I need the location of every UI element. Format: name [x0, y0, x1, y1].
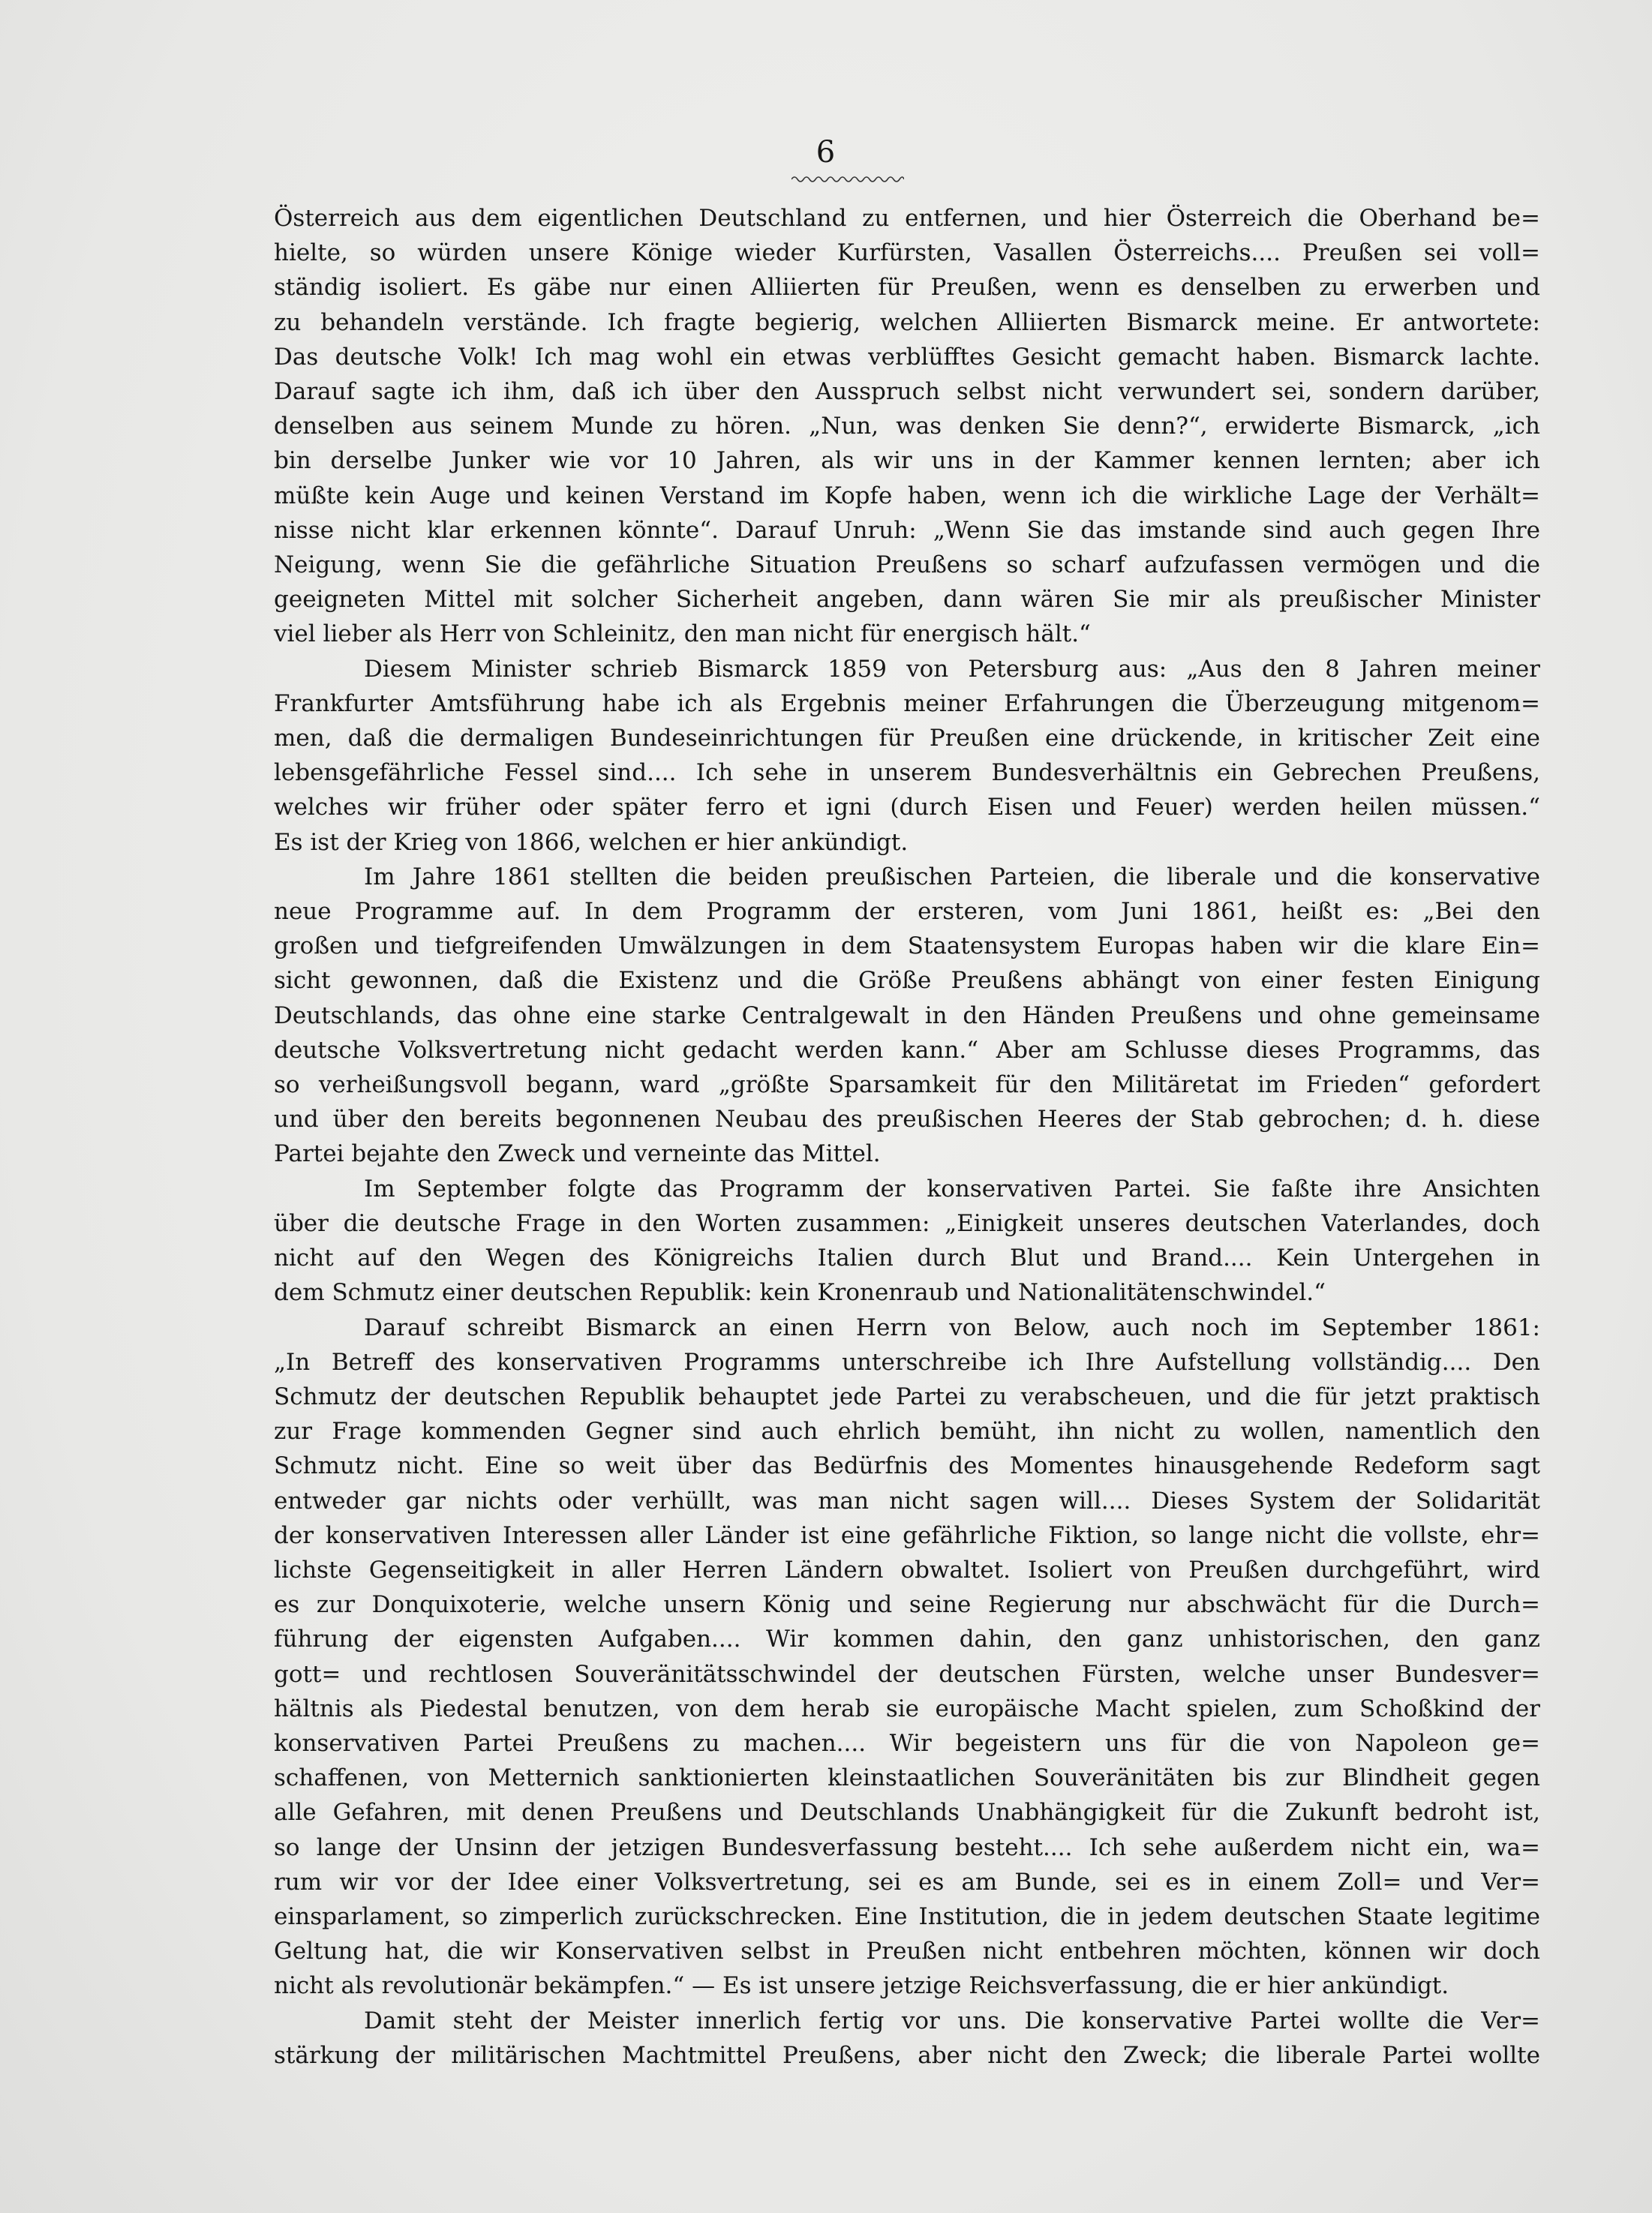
paragraph: [274, 860, 1540, 1172]
text-line: „In Betreff des konservativen Programms unterschreibe ich Ihre Aufstellung vollständig.... Den: [274, 1348, 1540, 1376]
body-text: [274, 201, 1540, 2073]
text-line: Schmutz nicht. Eine so weit über das Bedürfnis des Momentes hinausgehende Redeform sagt: [274, 1452, 1540, 1480]
text-line: nisse nicht klar erkennen könnte“. Darauf Unruh: „Wenn Sie das imstande sind auch gegen Ihre: [274, 516, 1540, 544]
text-line: großen und tiefgreifenden Umwälzungen in dem Staatensystem Europas haben wir die klare Ein=: [274, 932, 1540, 960]
text-line: konservativen Partei Preußens zu machen.... Wir begeistern uns für die von Napoleon ge=: [274, 1729, 1540, 1757]
text-line: Österreich aus dem eigentlichen Deutschland zu entfernen, und hier Österreich die Oberhand be=: [274, 205, 1540, 232]
text-line: zur Frage kommenden Gegner sind auch ehrlich bemüht, ihn nicht zu wollen, namentlich den: [274, 1418, 1540, 1446]
wavy-rule-ornament: [791, 174, 904, 185]
paragraph: [274, 201, 1540, 652]
text-line: viel lieber als Herr von Schleinitz, den man nicht für energisch hält.“: [274, 620, 1091, 648]
text-line: bin derselbe Junker wie vor 10 Jahren, als wir uns in der Kammer kennen lernten; aber ich: [274, 447, 1540, 475]
text-line: ständig isoliert. Es gäbe nur einen Alliierten für Preußen, wenn es denselben zu erwerben und: [274, 274, 1540, 302]
text-line: neue Programme auf. In dem Programm der ersteren, vom Juni 1861, heißt es: „Bei den: [274, 898, 1540, 926]
text-line: hielte, so würden unsere Könige wieder Kurfürsten, Vasallen Österreichs.... Preußen sei voll=: [274, 239, 1540, 267]
text-line: Das deutsche Volk! Ich mag wohl ein etwas verblüfftes Gesicht gemacht haben. Bismarck lachte.: [274, 343, 1540, 371]
text-line: Es ist der Krieg von 1866, welchen er hier ankündigt.: [274, 828, 909, 856]
text-line: Geltung hat, die wir Konservativen selbst in Preußen nicht entbehren möchten, können wir doch: [274, 1938, 1540, 1965]
paragraph: [274, 652, 1540, 860]
text-line: hältnis als Piedestal benutzen, von dem herab sie europäische Macht spielen, zum Schoßkind der: [274, 1695, 1540, 1722]
text-line: Deutschlands, das ohne eine starke Centralgewalt in den Händen Preußens und ohne gemeinsame: [274, 1001, 1540, 1029]
text-line: müßte kein Auge und keinen Verstand im Kopfe haben, wenn ich die wirkliche Lage der Verhält=: [274, 482, 1540, 509]
text-line: rum wir vor der Idee einer Volksvertretung, sei es am Bunde, sei es in einem Zoll= und Ver=: [274, 1868, 1540, 1896]
text-line: Darauf schreibt Bismarck an einen Herrn von Below, auch noch im September 1861:: [364, 1314, 1540, 1341]
text-line: Im September folgte das Programm der konservativen Partei. Sie faßte ihre Ansichten: [364, 1175, 1540, 1203]
text-line: so verheißungsvoll begann, ward „größte Sparsamkeit für den Militäretat im Frieden“ gefordert: [274, 1071, 1540, 1099]
text-line: schaffenen, von Metternich sanktionierten kleinstaatlichen Souveränitäten bis zur Blindheit gegen: [274, 1764, 1540, 1792]
text-line: entweder gar nichts oder verhüllt, was man nicht sagen will.... Dieses System der Solidarität: [274, 1487, 1540, 1515]
page-number: 6: [815, 135, 837, 170]
text-line: über die deutsche Frage in den Worten zusammen: „Einigkeit unseres deutschen Vaterlandes, doch: [274, 1209, 1540, 1237]
text-line: nicht als revolutionär bekämpfen.“ — Es ist unsere jetzige Reichsverfassung, die er hier ankündigt.: [274, 1972, 1449, 2000]
text-line: Schmutz der deutschen Republik behauptet jede Partei zu verabscheuen, und die für jetzt praktisch: [274, 1383, 1540, 1410]
text-line: deutsche Volksvertretung nicht gedacht werden kann.“ Aber am Schlusse dieses Programms, das: [274, 1036, 1540, 1064]
text-line: einsparlament, so zimperlich zurückschrecken. Eine Institution, die in jedem deutschen Staate legitime: [274, 1902, 1540, 1930]
text-line: Diesem Minister schrieb Bismarck 1859 von Petersburg aus: „Aus den 8 Jahren meiner: [364, 655, 1540, 683]
text-line: Frankfurter Amtsführung habe ich als Ergebnis meiner Erfahrungen die Überzeugung mitgenom=: [274, 689, 1540, 717]
text-line: Damit steht der Meister innerlich fertig vor uns. Die konservative Partei wollte die Ver=: [364, 2007, 1540, 2034]
text-line: alle Gefahren, mit denen Preußens und Deutschlands Unabhängigkeit für die Zukunft bedroht ist,: [274, 1799, 1540, 1827]
paragraph: [274, 1311, 1540, 2004]
text-line: so lange der Unsinn der jetzigen Bundesverfassung besteht.... Ich sehe außerdem nicht ein, wa=: [274, 1833, 1540, 1861]
text-line: denselben aus seinem Munde zu hören. „Nun, was denken Sie denn?“, erwiderte Bismarck, „ich: [274, 413, 1540, 440]
text-line: welches wir früher oder später ferro et igni (durch Eisen und Feuer) werden heilen müssen.“: [274, 794, 1540, 821]
text-line: es zur Donquixoterie, welche unsern König und seine Regierung nur abschwächt für die Durch=: [274, 1591, 1540, 1619]
paragraph: [274, 2004, 1540, 2073]
text-line: geeigneten Mittel mit solcher Sicherheit angeben, dann wären Sie mir als preußischer Minister: [274, 586, 1540, 614]
text-line: führung der eigensten Aufgaben.... Wir kommen dahin, den ganz unhistorischen, den ganz: [274, 1626, 1540, 1653]
text-line: Neigung, wenn Sie die gefährliche Situation Preußens so scharf aufzufassen vermögen und die: [274, 551, 1540, 579]
text-line: der konservativen Interessen aller Länder ist eine gefährliche Fiktion, so lange nicht die vollste, ehr=: [274, 1521, 1540, 1549]
text-line: stärkung der militärischen Machtmittel Preußens, aber nicht den Zweck; die liberale Partei wollte: [274, 2041, 1540, 2069]
text-line: zu behandeln verstände. Ich fragte begierig, welchen Alliierten Bismarck meine. Er antwortete:: [274, 308, 1540, 336]
paragraph: [274, 1172, 1540, 1311]
text-line: Darauf sagte ich ihm, daß ich über den Ausspruch selbst nicht verwundert sei, sondern darüber,: [274, 378, 1540, 406]
text-line: men, daß die dermaligen Bundeseinrichtungen für Preußen eine drückende, in kritischer Zeit eine: [274, 725, 1540, 752]
text-line: dem Schmutz einer deutschen Republik: kein Kronenraub und Nationalitätenschwindel.“: [274, 1279, 1326, 1307]
text-line: gott= und rechtlosen Souveränitätsschwindel der deutschen Fürsten, welche unser Bundesver=: [274, 1660, 1540, 1688]
text-line: nicht auf den Wegen des Königreichs Italien durch Blut und Brand.... Kein Untergehen in: [274, 1245, 1540, 1272]
text-line: lichste Gegenseitigkeit in aller Herren Ländern obwaltet. Isoliert von Preußen durchgeführt, wird: [274, 1556, 1540, 1584]
text-line: lebensgefährliche Fessel sind.... Ich sehe in unserem Bundesverhältnis ein Gebrechen Preußens,: [274, 759, 1540, 787]
text-line: Im Jahre 1861 stellten die beiden preußischen Parteien, die liberale und die konservative: [364, 863, 1540, 890]
text-line: sicht gewonnen, daß die Existenz und die Größe Preußens abhängt von einer festen Einigung: [274, 967, 1540, 995]
text-line: Partei bejahte den Zweck und verneinte das Mittel.: [274, 1140, 881, 1168]
text-line: und über den bereits begonnenen Neubau des preußischen Heeres der Stab gebrochen; d. h. diese: [274, 1106, 1540, 1134]
